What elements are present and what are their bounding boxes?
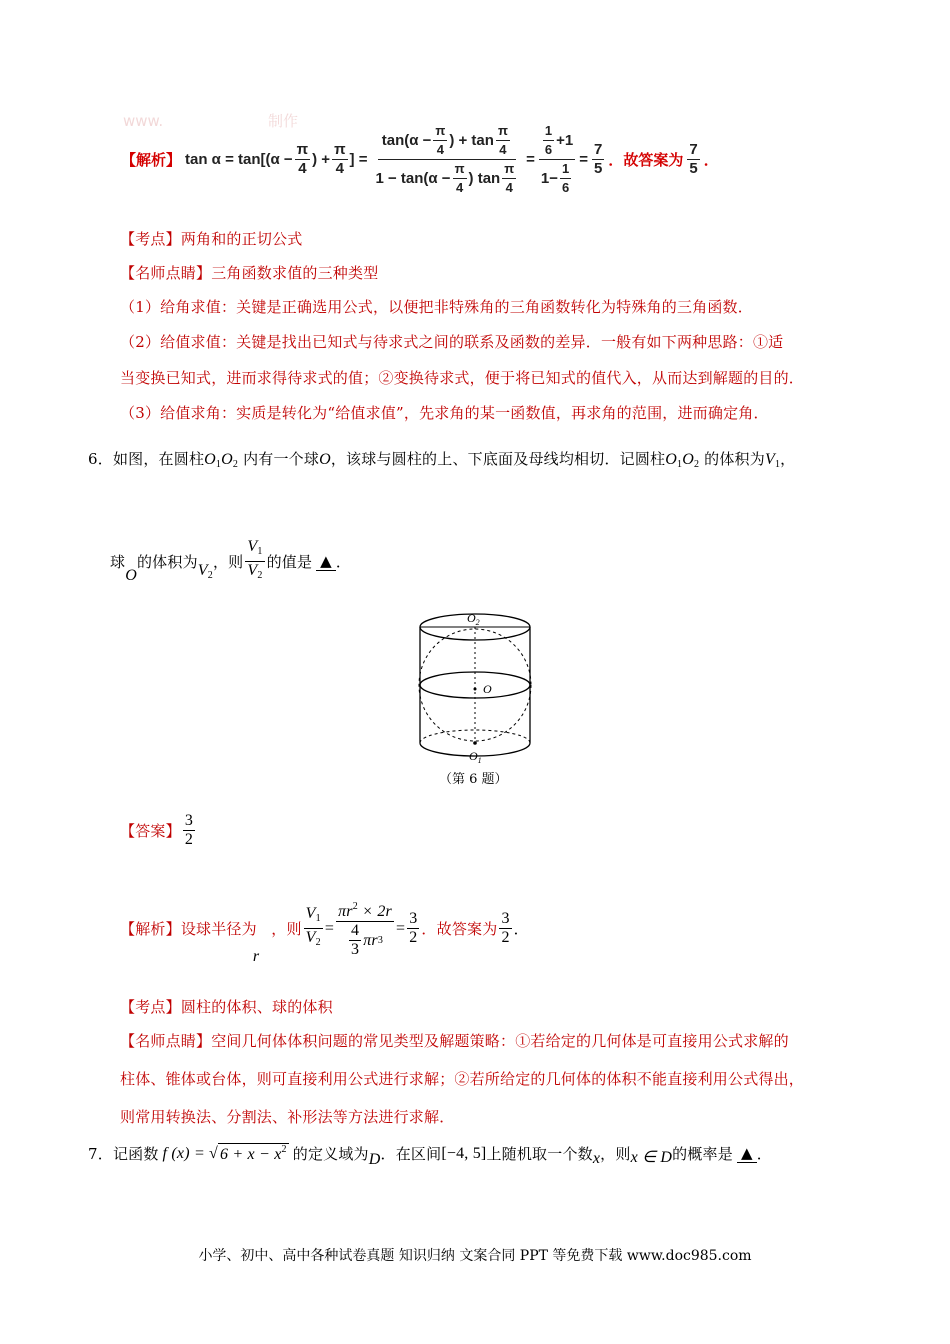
answer-blank: ▲: [316, 552, 336, 571]
question-6-line1: 6．如图，在圆柱$O_1O_2$ 内有一个球O，该球与圆柱的上、下底面及母线均相切．记圆柱$O_1O_2$ 的体积为$V_1$，: [88, 450, 796, 470]
mingshi-1-p2b: 当变换已知式，进而求得待求式的值；②变换待求式，便于将已知式的值代入，从而达到解题的目的．: [120, 369, 805, 387]
footer-text: 小学、初中、高中各种试卷真题 知识归纳 文案合同 PPT 等免费下载 www.doc985.com: [198, 1248, 752, 1264]
watermark: 制作: [268, 112, 299, 130]
jiexi-label: 【解析】: [121, 151, 182, 169]
mingshi-1-p1: （1）给角求值：关键是正确选用公式，以便把非特殊角的三角函数转化为特殊角的三角函数．: [120, 298, 753, 316]
sphere-outline: [419, 629, 531, 741]
kaodian-label: 【考点】: [120, 230, 181, 248]
mingshi-2-line2: 柱体、锥体或台体，则可直接利用公式进行求解；②若所给定的几何体的体积不能直接利用公式得出，: [120, 1070, 805, 1088]
watermark: www.: [123, 112, 164, 130]
jiexi-label: 【解析】: [120, 920, 181, 938]
jiexi-6: 【解析】 设球半径为 r ，则 $\frac{V_1}{V_2}$ = $\pi r^2 \times 2r$ $\frac{4}{3}$ πr 3 = $\frac{3}{2}$ ．故答案为 $\frac{3}{2}$ ．: [120, 898, 529, 959]
mingshi-1-p2a: （2）给值求值：关键是找出已知式与待求式之间的联系及函数的差异．一般有如下两种思路：①适: [120, 333, 784, 351]
pi-over-4: $\frac{\pi}{4}$: [296, 141, 309, 177]
label-o1: $O_1$: [469, 749, 482, 765]
answer-fraction: $\frac{7}{5}$: [689, 141, 698, 177]
answer-fraction: $\frac{3}{2}$: [184, 812, 194, 848]
cylinder-sphere-figure: [405, 605, 545, 795]
cylinder-bottom-back: [420, 730, 530, 743]
sphere-equator-front: [420, 685, 530, 698]
kaodian-text: 两角和的正切公式: [180, 230, 303, 248]
mingshi-2-line3: 则常用转换法、分割法、补形法等方法进行求解．: [120, 1108, 455, 1126]
jiexi-image-block: [118, 112, 768, 207]
mingshi-1-p3: （3）给值求角：实质是转化为“给值求值”，先求角的某一函数值，再求角的范围，进而确定角．: [120, 404, 769, 422]
mingshi-2-line1: 【名师点睛】空间几何体体积问题的常见类型及解题策略：①若给定的几何体是可直接用公式求解的: [120, 1032, 789, 1050]
center-point: [474, 688, 477, 691]
label-o2: $O_2$: [467, 611, 480, 627]
kaodian-1: [120, 228, 302, 249]
v1-over-v2: $\frac{V_1}{V_2}$: [247, 538, 263, 581]
bottom-center-point: [473, 741, 477, 745]
big-fraction: tan(α − $\frac{\pi}{4}$ ) + tan $\frac{\pi}{4}$ 1 − tan(α − $\frac{\pi}{4}$ ) tan $\frac{\pi}{4}$: [375, 123, 515, 195]
sqrt-symbol: √: [208, 1144, 218, 1162]
frac-sixth: $\frac{1}{6}$ +1 1− $\frac{1}{6}$: [540, 123, 574, 195]
answer-blank: ▲: [737, 1144, 757, 1163]
jiexi-formula: 【解析】 tan α = tan[(α − $\frac{\pi}{4}$ ) + $\frac{\pi}{4}$ ] = tan(α − $\frac{\pi}{4}$ ) + tan $\frac{\pi}{4}$ 1 − tan(α − $\frac{\pi}{4}$ ) tan $\frac{\pi}{4}$ = $\frac{1}{6}$ +1 1− $\frac{1}{6}$ = $\frac{7}{5}$ ．故答案为 $\frac{7}{5}$ ．: [121, 123, 719, 195]
answer-label: 【答案】: [120, 822, 181, 840]
answer-fraction: $\frac{7}{5}$: [594, 141, 603, 177]
label-o: O: [483, 682, 492, 696]
answer-6: [120, 812, 197, 849]
kaodian-2: 【考点】圆柱的体积、球的体积: [120, 998, 333, 1016]
pi-over-4: $\frac{\pi}{4}$: [334, 141, 346, 177]
question-7: 7．记函数 f (x) = √ $6 + x - x^2$ 的定义域为 D ．在区间 [−4, 5] 上随机取一个数 x ，则 x ∈ D 的概率是 ▲ ．: [88, 1144, 772, 1168]
figure-caption: （第 6 题）: [439, 772, 508, 787]
mingshi-1-heading: 【名师点睛】三角函数求值的三种类型: [120, 264, 379, 282]
lhs: tan α = tan[(α −: [185, 151, 293, 168]
question-6-line2: 球 O 的体积为 $V_2$ ，则 $\frac{V_1}{V_2}$ 的值是 ▲ ．: [110, 538, 352, 584]
